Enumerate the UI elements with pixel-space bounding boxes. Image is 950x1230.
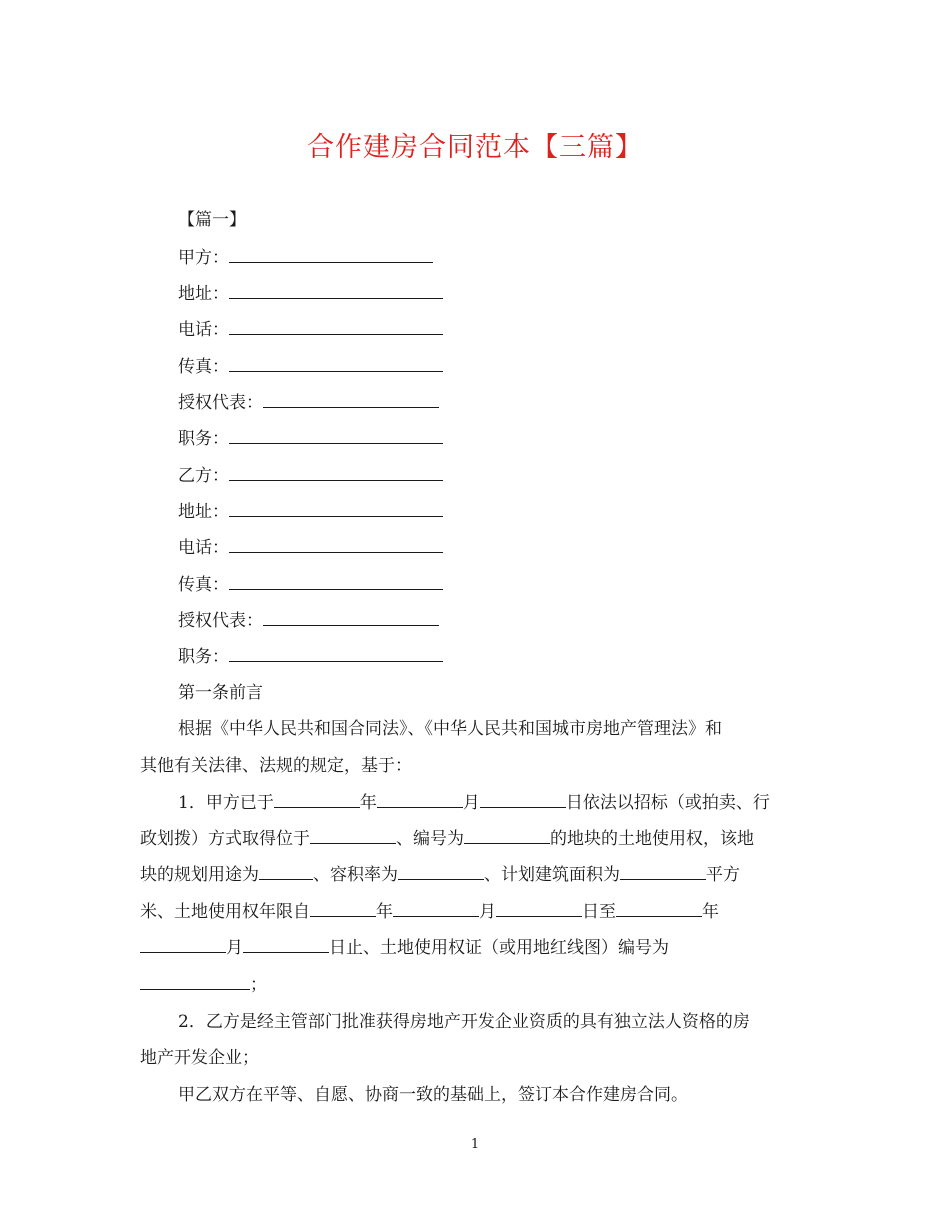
- clause-1-text: 年: [359, 793, 377, 813]
- party-a-position-row: [178, 426, 443, 451]
- party-b-phone-row: [178, 535, 443, 560]
- plot-ratio-blank: [398, 862, 484, 880]
- party-b-fax-label: 传真：: [178, 575, 229, 595]
- party-a-rep-row: [178, 390, 439, 415]
- clause-1-text: 月: [479, 902, 496, 922]
- area-blank: [620, 862, 706, 880]
- party-a-phone-blank: [229, 317, 443, 335]
- document-title: 合作建房合同范本【三篇】: [307, 132, 643, 163]
- party-b-address-label: 地址：: [178, 502, 229, 522]
- start-year-blank: [310, 899, 376, 917]
- party-a-position-label: 职务：: [178, 429, 229, 449]
- certificate-number-blank: [140, 972, 250, 990]
- clause-1-text: 、编号为: [396, 829, 464, 849]
- clause-1-text: 的地块的土地使用权，该地: [550, 829, 754, 849]
- start-day-blank: [496, 899, 582, 917]
- party-b-position-row: [178, 644, 443, 669]
- clause-1-text: 日至: [582, 902, 616, 922]
- party-a-rep-label: 授权代表：: [178, 393, 263, 413]
- clause-1-text: ；: [250, 975, 267, 995]
- party-b-rep-blank: [263, 608, 439, 626]
- clause-1-text: 月: [462, 793, 480, 813]
- clause-1-text: 月: [226, 938, 243, 958]
- clause-1-line-4: [140, 899, 719, 924]
- party-a-position-blank: [229, 426, 443, 444]
- party-b-phone-label: 电话：: [178, 538, 229, 558]
- section-heading: 【篇一】: [178, 210, 246, 230]
- clause-1-line-3: [140, 862, 740, 887]
- party-b-address-row: [178, 499, 443, 524]
- clause-1-text: 年: [702, 902, 719, 922]
- party-a-phone-row: [178, 317, 443, 342]
- clause-1-text: 、容积率为: [313, 865, 398, 885]
- party-b-name-blank: [229, 463, 443, 481]
- clause-1-line-1: [178, 790, 770, 815]
- article-1-title: 第一条前言: [178, 683, 263, 703]
- party-a-name-row: [178, 245, 433, 270]
- closing-paragraph: 甲乙双方在平等、自愿、协商一致的基础上，签订本合作建房合同。: [178, 1085, 688, 1105]
- clause-1-text: 块的规划用途为: [140, 865, 259, 885]
- end-year-blank: [616, 899, 702, 917]
- party-b-name-row: [178, 463, 443, 488]
- clause-1-line-5: [140, 935, 669, 960]
- clause-1-text: 1．甲方已于: [178, 793, 274, 813]
- use-blank: [259, 862, 313, 880]
- party-b-rep-label: 授权代表：: [178, 611, 263, 631]
- clause-1-text: 平方: [706, 865, 740, 885]
- clause-1-text: 日依法以招标（或拍卖、行: [565, 793, 770, 813]
- lot-number-blank: [464, 826, 550, 844]
- party-a-address-blank: [229, 281, 443, 299]
- party-b-fax-row: [178, 572, 443, 597]
- clause-1-text: 、计划建筑面积为: [484, 865, 620, 885]
- clause-2-line-1: 2．乙方是经主管部门批准获得房地产开发企业资质的具有独立法人资格的房: [178, 1012, 750, 1032]
- party-a-name-label: 甲方：: [178, 248, 229, 268]
- party-b-position-blank: [229, 644, 443, 662]
- preamble-line-2: 其他有关法律、法规的规定，基于：: [140, 756, 412, 776]
- party-a-address-label: 地址：: [178, 284, 229, 304]
- party-b-fax-blank: [229, 572, 443, 590]
- party-a-address-row: [178, 281, 443, 306]
- party-b-position-label: 职务：: [178, 647, 229, 667]
- party-a-phone-label: 电话：: [178, 320, 229, 340]
- clause-1-text: 政划拨）方式取得位于: [140, 829, 310, 849]
- end-month-blank: [140, 935, 226, 953]
- preamble-line-1: 根据《中华人民共和国合同法》、《中华人民共和国城市房地产管理法》和: [178, 719, 722, 739]
- party-a-fax-row: [178, 354, 443, 379]
- clause-1-text: 年: [376, 902, 393, 922]
- party-b-address-blank: [229, 499, 443, 517]
- party-a-fax-label: 传真：: [178, 357, 229, 377]
- party-b-name-label: 乙方：: [178, 466, 229, 486]
- party-b-rep-row: [178, 608, 439, 633]
- start-month-blank: [393, 899, 479, 917]
- party-a-rep-blank: [263, 390, 439, 408]
- year-blank: [274, 790, 360, 808]
- page-number: 1: [470, 1137, 480, 1152]
- clause-1-text: 米、土地使用权年限自: [140, 902, 310, 922]
- party-b-phone-blank: [229, 535, 443, 553]
- party-a-name-blank: [229, 245, 433, 263]
- clause-1-line-2: [140, 826, 754, 851]
- clause-1-text: 日止、土地使用权证（或用地红线图）编号为: [329, 938, 669, 958]
- clause-1-line-6: [140, 972, 267, 997]
- location-blank: [310, 826, 396, 844]
- end-day-blank: [243, 935, 329, 953]
- day-blank: [480, 790, 566, 808]
- party-a-fax-blank: [229, 354, 443, 372]
- month-blank: [377, 790, 463, 808]
- clause-2-line-2: 地产开发企业；: [140, 1048, 259, 1068]
